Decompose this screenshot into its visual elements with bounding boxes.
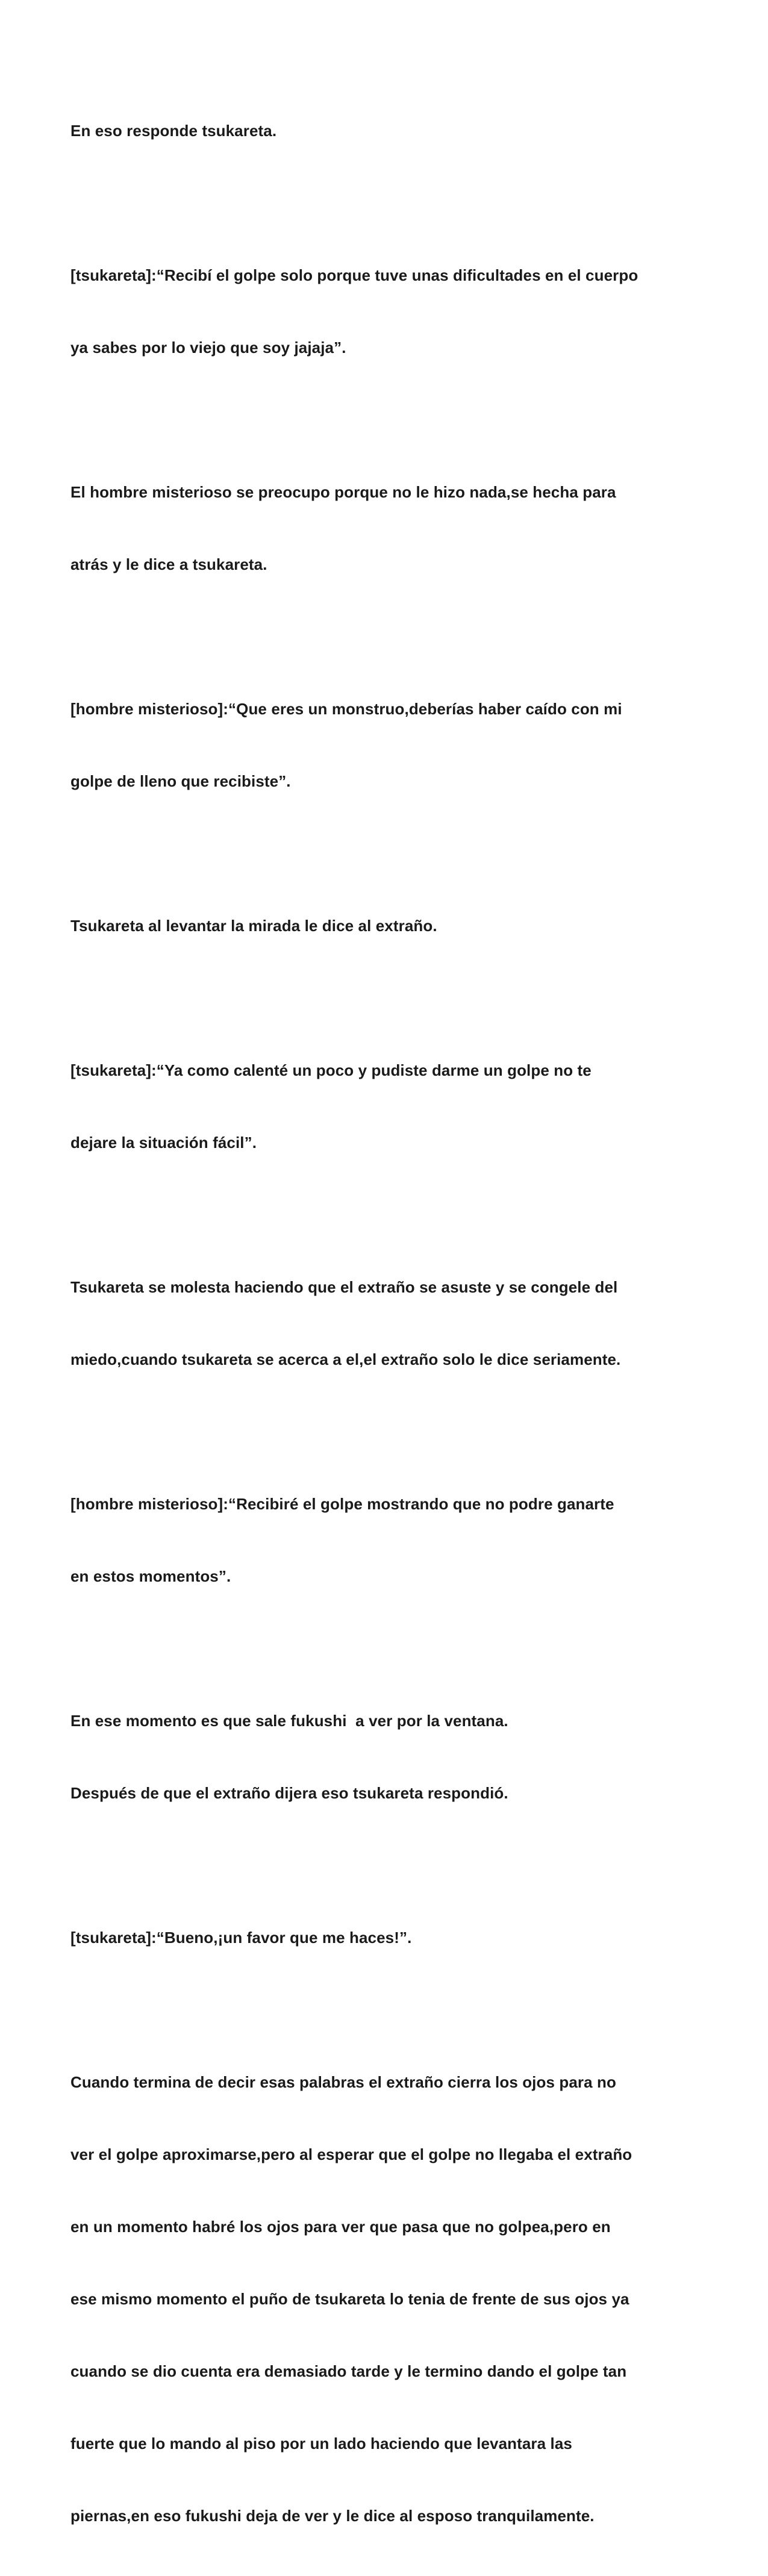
text-line: [hombre misterioso]:“Que eres un monstruo,deberías haber caído con mi: [70, 700, 622, 718]
text-line: ya sabes por lo viejo que soy jajaja”.: [70, 338, 346, 357]
paragraph: [70, 432, 709, 625]
text-line: en un momento habré los ojos para ver que pasa que no golpea,pero en: [70, 2218, 611, 2236]
text-line: piernas,en eso fukushi deja de ver y le dice al esposo tranquilamente.: [70, 2507, 595, 2525]
text-line: atrás y le dice a tsukareta.: [70, 555, 267, 573]
text-line: Después de que el extraño dijera eso tsukareta respondió.: [70, 1784, 508, 1802]
text-line: Tsukareta se molesta haciendo que el extraño se asuste y se congele del: [70, 1278, 618, 1296]
text-line: El hombre misterioso se preocupo porque no le hizo nada,se hecha para: [70, 483, 616, 501]
text-line: En eso responde tsukareta.: [70, 122, 277, 140]
text-line: ver el golpe aproximarse,pero al esperar que el golpe no llegaba el extraño: [70, 2145, 632, 2163]
text-line: [hombre misterioso]:“Recibiré el golpe mostrando que no podre ganarte: [70, 1495, 614, 1513]
text-line: fuerte que lo mando al piso por un lado haciendo que levantara las: [70, 2434, 572, 2453]
paragraph: [70, 215, 709, 408]
text-line: Cuando termina de decir esas palabras el extraño cierra los ojos para no: [70, 2073, 616, 2091]
paragraph: [70, 1444, 709, 1636]
text-line: dejare la situación fácil”.: [70, 1134, 257, 1152]
text-line: cuando se dio cuenta era demasiado tarde y le termino dando el golpe tan: [70, 2362, 627, 2380]
paragraph: [70, 70, 709, 191]
paragraph: [70, 1661, 709, 1853]
text-line: En ese momento es que sale fukushi a ver por la ventana.: [70, 1712, 508, 1730]
text-line: ese mismo momento el puño de tsukareta lo tenia de frente de sus ojos ya: [70, 2290, 629, 2308]
paragraph: [70, 1227, 709, 1420]
paragraph: [70, 1010, 709, 1203]
paragraph: [70, 649, 709, 841]
text-line: golpe de lleno que recibiste”.: [70, 772, 291, 790]
document-page: [70, 70, 709, 2576]
paragraph: [70, 1877, 709, 1998]
paragraph: [70, 865, 709, 986]
text-line: en estos momentos”.: [70, 1567, 231, 1585]
text-line: [tsukareta]:“Recibí el golpe solo porque tuve unas dificultades en el cuerpo: [70, 266, 638, 284]
text-line: Tsukareta al levantar la mirada le dice al extraño.: [70, 917, 437, 935]
text-line: miedo,cuando tsukareta se acerca a el,el extraño solo le dice seriamente.: [70, 1350, 621, 1368]
text-line: [tsukareta]:“Ya como calenté un poco y pudiste darme un golpe no te: [70, 1061, 592, 1079]
paragraph: [70, 2022, 709, 2576]
text-line: [tsukareta]:“Bueno,¡un favor que me haces!”.: [70, 1929, 412, 1947]
